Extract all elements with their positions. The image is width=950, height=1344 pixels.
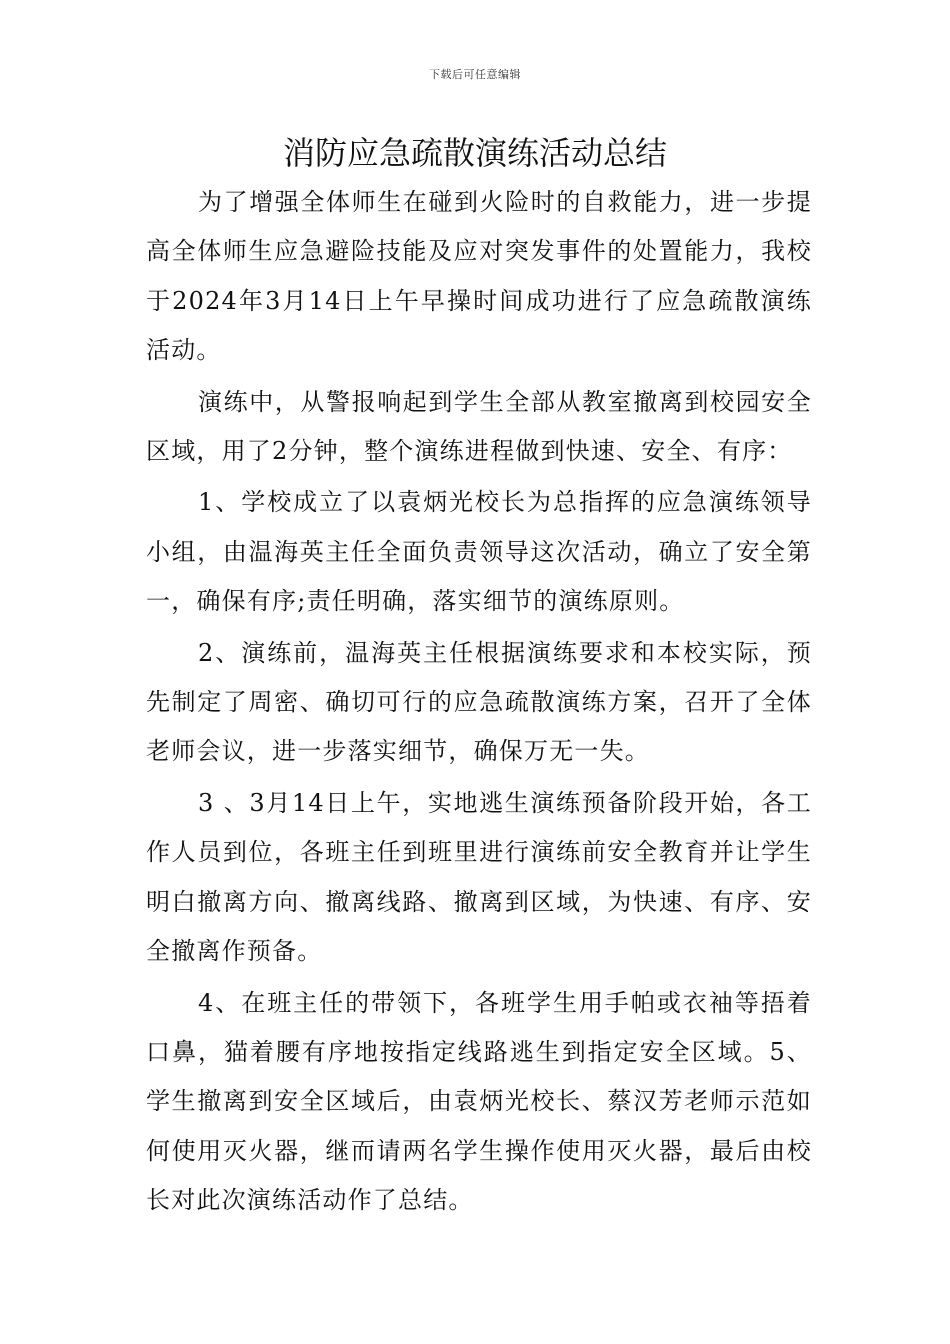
paragraph-item-4-5: 4、在班主任的带领下，各班学生用手帕或衣袖等捂着口鼻，猫着腰有序地按指定线路逃生到指定安全区域。5、学生撤离到安全区域后，由袁炳光校长、蔡汉芳老师示范如何使用灭火器，继而请两名学生操作使用灭火器，最后由校长对此次演练活动作了总结。 [146,988,812,1215]
document-title: 消防应急疏散演练活动总结 [282,134,667,172]
paragraph-item-1: 1、学校成立了以袁炳光校长为总指挥的应急演练领导小组，由温海英主任全面负责领导这次活动，确立了安全第一，确保有序;责任明确，落实细节的演练原则。 [146,488,812,616]
paragraph-intro: 为了增强全体师生在碰到火险时的自救能力，进一步提高全体师生应急避险技能及应对突发事件的处置能力，我校于2024年3月14日上午早操时间成功进行了应急疏散演练活动。 [146,188,812,365]
header-note: 下载后可任意编辑 [429,68,521,81]
paragraph-item-2: 2、演练前，温海英主任根据演练要求和本校实际，预先制定了周密、确切可行的应急疏散演练方案，召开了全体老师会议，进一步落实细节，确保万无一失。 [146,638,812,766]
document-body [146,178,812,1228]
paragraph-overview: 演练中，从警报响起到学生全部从教室撤离到校园安全区域，用了2分钟，整个演练进程做到快速、安全、有序： [146,387,812,466]
paragraph-item-3: 3 、3月14日上午，实地逃生演练预备阶段开始，各工作人员到位，各班主任到班里进行演练前安全教育并让学生明白撤离方向、撤离线路、撤离到区域，为快速、有序、安全撤离作预备。 [146,788,812,966]
